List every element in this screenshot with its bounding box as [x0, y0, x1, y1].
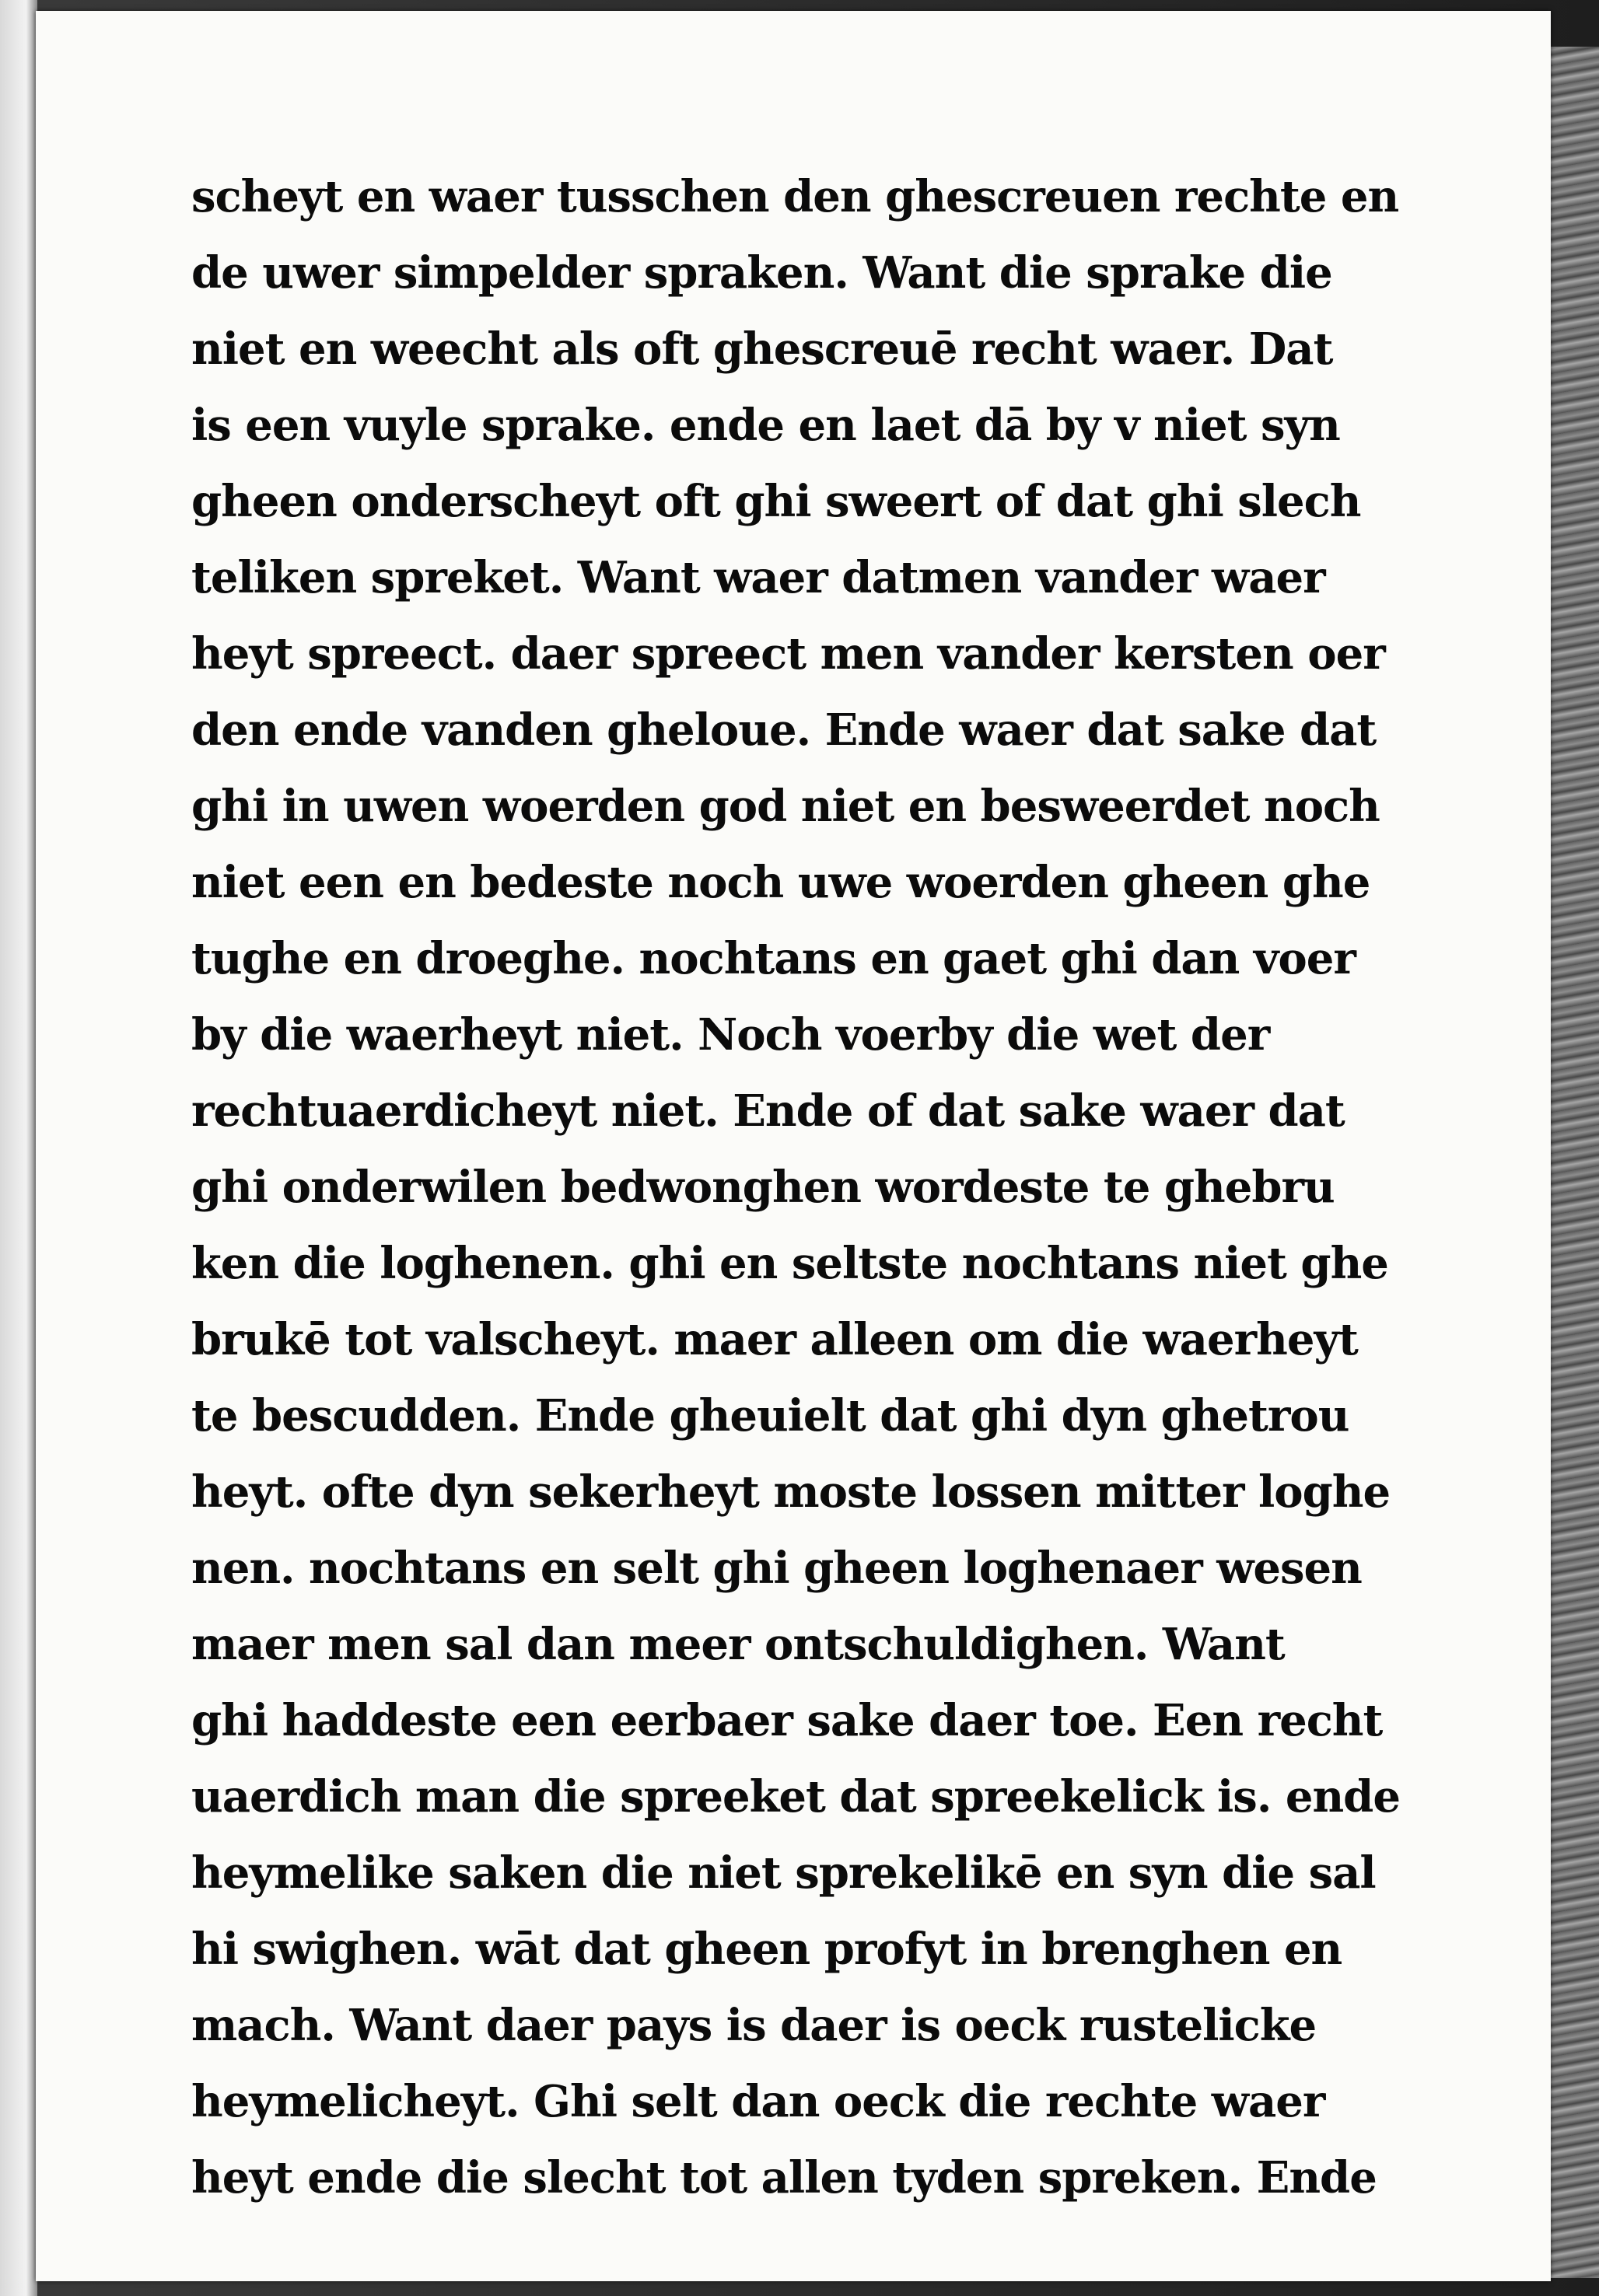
text-line: ghi onderwilen bedwonghen wordeste te ghebru [191, 1162, 1335, 1213]
book-page [36, 11, 1551, 2281]
text-line: tughe en droeghe. nochtans en gaet ghi dan voer [191, 933, 1356, 984]
text-line: heyt spreect. daer spreect men vander kersten oer [191, 628, 1385, 680]
text-line: hi swighen. wāt dat gheen profyt in brenghen en [191, 1924, 1342, 1975]
marbled-binding-edge [1544, 47, 1599, 2278]
text-line: de uwer simpelder spraken. Want die sprake die [191, 247, 1332, 299]
facing-page-edge [0, 0, 37, 2296]
text-line: uaerdich man die spreeket dat spreekelick is. ende [191, 1771, 1400, 1822]
text-line: brukē tot valscheyt. maer alleen om die waerheyt [191, 1314, 1358, 1365]
text-line: nen. nochtans en selt ghi gheen loghenaer wesen [191, 1543, 1362, 1594]
text-line: by die waerheyt niet. Noch voerby die wet der [191, 1009, 1270, 1061]
text-line: scheyt en waer tusschen den ghescreuen rechte en [191, 171, 1399, 222]
text-line: den ende vanden gheloue. Ende waer dat sake dat [191, 704, 1377, 756]
text-line: heymelicheyt. Ghi selt dan oeck die rechte waer [191, 2076, 1325, 2127]
text-line: is een vuyle sprake. ende en laet dā by v niet syn [191, 400, 1340, 451]
text-line: ghi haddeste een eerbaer sake daer toe. Een recht [191, 1695, 1383, 1746]
text-block [191, 159, 1436, 2216]
text-line: teliken spreket. Want waer datmen vander waer [191, 552, 1325, 603]
text-line: heyt. ofte dyn sekerheyt moste lossen mitter loghe [191, 1466, 1391, 1518]
text-line: mach. Want daer pays is daer is oeck rustelicke [191, 2000, 1317, 2051]
text-line: heymelike saken die niet sprekelikē en syn die sal [191, 1847, 1376, 1899]
text-line: gheen onderscheyt oft ghi sweert of dat ghi slech [191, 476, 1361, 527]
text-line: te bescudden. Ende gheuielt dat ghi dyn ghetrou [191, 1390, 1349, 1442]
text-line: niet een en bedeste noch uwe woerden gheen ghe [191, 857, 1370, 908]
text-line: heyt ende die slecht tot allen tyden spreken. Ende [191, 2152, 1377, 2203]
text-line: ghi in uwen woerden god niet en besweerdet noch [191, 781, 1380, 832]
text-line: niet en weecht als oft ghescreuē recht waer. Dat [191, 323, 1333, 375]
text-line: rechtuaerdicheyt niet. Ende of dat sake waer dat [191, 1085, 1345, 1137]
text-line: maer men sal dan meer ontschuldighen. Want [191, 1619, 1285, 1670]
text-line: ken die loghenen. ghi en seltste nochtans niet ghe [191, 1238, 1388, 1289]
